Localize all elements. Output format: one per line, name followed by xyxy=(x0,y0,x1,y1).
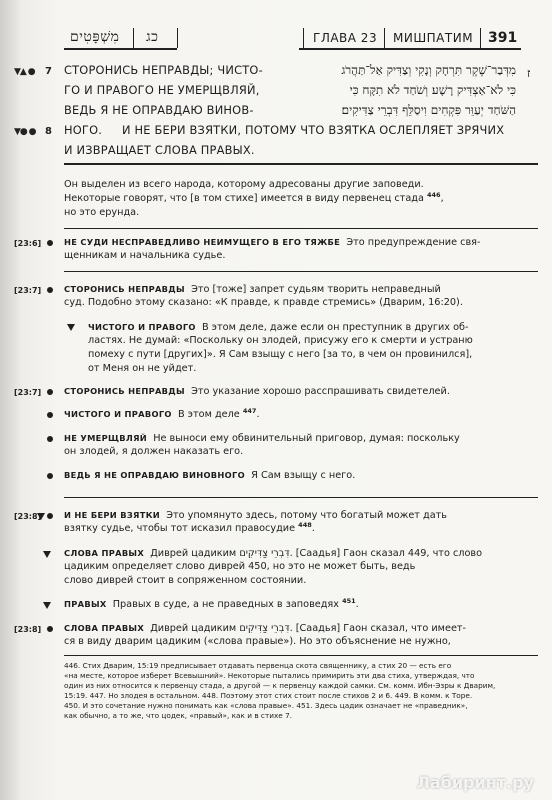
commentary-line: СЛОВА ПРАВЫХ Диврей цадиким דִּבְרֵי צַדִּיקִים. [Саадья] Гаон сказал, что имеет- xyxy=(64,623,467,634)
hebrew-verse-number: ז xyxy=(527,66,531,80)
footnote-line: один из них относится к первенцу стада, а другой — к первенцу каждой самки. См. комм. Ибн-Эзры к Дварим, xyxy=(64,681,496,690)
footnote-ref: 448 xyxy=(298,521,312,529)
commentary-line: Некоторые говорят, что [в том стихе] имеется в виду первенец стада $^{446}$, xyxy=(64,191,444,204)
header-portion: МИШПАТИМ xyxy=(393,31,474,45)
footnote-line: 15:19. 447. Но злодея в остальном. 448. Поэтому этот стих стоит после стихов 2 и 6. 449. В комм. к Торе. xyxy=(64,691,473,700)
commentary-line: помеху с пути [других]». Я Сам взыщу с него [за то, в чем он провинился], xyxy=(88,349,473,360)
lemma: ЧИСТОГО И ПРАВОГО xyxy=(64,409,172,419)
verse-reference: [23:7] xyxy=(14,388,42,397)
bullet-dot xyxy=(47,436,53,442)
section-rule xyxy=(64,228,538,229)
header-hebrew-chapter: כג xyxy=(146,29,159,45)
commentary-line: он злодей, я должен наказать его. xyxy=(64,446,244,457)
section-rule xyxy=(64,497,538,498)
verse-markers: ▼● ● xyxy=(14,127,36,137)
commentary-line: ластях. Не думай: «Поскольку он злодей, присужу его к смерти и устраню xyxy=(88,335,473,346)
footnote-line: 446. Стих Дварим, 15:19 предписывает отдавать первенца скота священнику, а стих 20 — есть его xyxy=(64,661,452,670)
bullet-dot xyxy=(47,473,53,479)
footnote-rule xyxy=(64,655,538,656)
footnote-line: «на месте, которое изберет Всевышний». Некоторые пытались примирить эти два стиха, утверждая, что xyxy=(64,671,475,680)
bullet-dot xyxy=(47,389,53,395)
commentary-line: Он выделен из всего народа, которому адресованы другие заповеди. xyxy=(64,179,424,190)
commentary-line: суд. Подобно этому сказано: «К правде, к правде стремись» (Дварим, 16:20). xyxy=(64,297,463,308)
verse-translation-line: ВЕДЬ Я НЕ ОПРАВДАЮ ВИНОВ- xyxy=(64,103,254,117)
section-rule xyxy=(64,271,538,272)
commentary-line: СТОРОНИСЬ НЕПРАВДЫ Это [тоже] запрет судьям творить неправедный xyxy=(64,284,441,295)
footnote-ref: 451 xyxy=(342,597,356,605)
page-number: 391 xyxy=(488,30,518,46)
header-chapter: ГЛАВА 23 xyxy=(313,31,378,45)
bullet-triangle xyxy=(43,551,51,558)
bullet-dot xyxy=(47,240,53,246)
lemma: НЕ УМЕРЩВЛЯЙ xyxy=(64,433,148,443)
lemma: ПРАВЫХ xyxy=(64,599,107,609)
commentary-line: И НЕ БЕРИ ВЗЯТКИ Это упомянуто здесь, потому что богатый может дать xyxy=(64,510,448,521)
commentary-line: слово диврей стоит в сопряженном состоянии. xyxy=(64,575,307,586)
commentary-line: щенникам и начальника судье. xyxy=(64,250,226,261)
commentary-line: взятку судье, чтобы тот исказил правосудие $^{448}$. xyxy=(64,521,315,534)
commentary-line: ПРАВЫХ Правых в суде, а не праведных в заповедях $^{451}$. xyxy=(64,597,359,610)
verse-translation-line: И НЕ БЕРИ ВЗЯТКИ, ПОТОМУ ЧТО ВЗЯТКА ОСЛЕПЛЯЕТ ЗРЯЧИХ xyxy=(122,123,505,137)
verse-translation-line: НОГО. xyxy=(64,123,103,137)
commentary-line: СТОРОНИСЬ НЕПРАВДЫ Это указание хорошо расспрашивать свидетелей. xyxy=(64,386,450,397)
header-divider xyxy=(133,28,134,48)
header-divider xyxy=(384,28,385,48)
watermark: Лабиринт.ру xyxy=(416,773,534,792)
commentary-line: ВЕДЬ Я НЕ ОПРАВДАЮ ВИНОВНОГО Я Сам взыщу с него. xyxy=(64,470,356,481)
lemma: СТОРОНИСЬ НЕПРАВДЫ xyxy=(64,386,185,396)
verse-reference: [23:8] xyxy=(14,512,42,521)
header-divider xyxy=(303,28,304,48)
bullet-triangle xyxy=(67,324,75,331)
commentary-line: СЛОВА ПРАВЫХ Диврей цадиким דִּבְרֵי צַדִּיקִים. [Саадья] Гаон сказал 449, что слово xyxy=(64,548,483,559)
lemma: СТОРОНИСЬ НЕПРАВДЫ xyxy=(64,284,185,294)
commentary-line: ся в виду дварим цадиким («слова правые»). Но это объяснение не нужно, xyxy=(64,636,451,647)
lemma: НЕ СУДИ НЕСПРАВЕДЛИВО НЕИМУЩЕГО В ЕГО ТЯЖБЕ xyxy=(64,237,341,247)
commentary-line: от Меня он не уйдет. xyxy=(88,363,197,374)
lemma: ЧИСТОГО И ПРАВОГО xyxy=(88,322,196,332)
verse-translation-line: И ИЗВРАЩАЕТ СЛОВА ПРАВЫХ. xyxy=(64,143,255,157)
lemma: СЛОВА ПРАВЫХ xyxy=(64,623,145,633)
verse-translation-line: ГО И ПРАВОГО НЕ УМЕРЩВЛЯЙ, xyxy=(64,83,260,97)
commentary-line: но это ерунда. xyxy=(64,207,140,218)
lemma: ВЕДЬ Я НЕ ОПРАВДАЮ ВИНОВНОГО xyxy=(64,470,245,480)
verse-reference: [23:6] xyxy=(14,239,42,248)
verse-section-rule xyxy=(64,163,538,165)
commentary-line: НЕ СУДИ НЕСПРАВЕДЛИВО НЕИМУЩЕГО В ЕГО ТЯЖБЕ Это предупреждение свя- xyxy=(64,237,481,248)
footnote-line: 450. И это сочетание нужно понимать как «слова правые». 451. Здесь цадик означает не «праведник», xyxy=(64,701,468,710)
verse-translation-line: СТОРОНИСЬ НЕПРАВДЫ; ЧИСТО- xyxy=(64,63,263,77)
bullet-dot xyxy=(47,626,53,632)
header-divider xyxy=(177,28,178,48)
commentary-line: ЧИСТОГО И ПРАВОГО В этом деле, даже если он преступник в других об- xyxy=(88,322,469,333)
header-divider xyxy=(480,28,481,48)
verse-markers: ▼▲ ● xyxy=(14,67,35,77)
header-hebrew-portion: מִשְׁפָּטִים xyxy=(70,29,120,45)
bullet-triangle xyxy=(37,513,45,520)
footnote-ref: 446 xyxy=(427,191,441,199)
footnote-ref: 447 xyxy=(242,407,257,415)
footnote-line: как обычно, а то же, что цодек, «правый», как и в стихе 7. xyxy=(64,711,293,720)
verse-reference: [23:7] xyxy=(14,286,42,295)
bullet-dot xyxy=(47,287,53,293)
bullet-triangle xyxy=(43,602,51,609)
verse-reference: [23:8] xyxy=(14,625,42,634)
hebrew-verse-line: כִּי לֹא־אַצְדִּיק רָשָׁע׃ וְשֹׁחַד לֹא תִקָּח כִּי xyxy=(349,83,516,97)
header-rule-right xyxy=(299,48,521,50)
verse-number: 7 xyxy=(45,66,52,77)
commentary-line: цадиким определяет слово диврей 450, но это не может быть, ведь xyxy=(64,561,416,572)
commentary-line: ЧИСТОГО И ПРАВОГО В этом деле $^{447}$. xyxy=(64,407,260,420)
hebrew-verse-line: הַשֹּׁחַד יְעַוֵּר פִּקְחִים וִיסַלֵּף דִּבְרֵי צַדִּיקִים׃ xyxy=(341,103,516,117)
lemma: И НЕ БЕРИ ВЗЯТКИ xyxy=(64,510,161,520)
verse-number: 8 xyxy=(45,126,52,137)
bullet-dot xyxy=(47,513,53,519)
header-rule-left xyxy=(64,48,177,50)
lemma: СЛОВА ПРАВЫХ xyxy=(64,548,145,558)
commentary-line: НЕ УМЕРЩВЛЯЙ Не выноси ему обвинительный приговор, думая: поскольку xyxy=(64,433,460,444)
bullet-dot xyxy=(47,412,53,418)
hebrew-verse-line: מִדְּבַר־שֶׁקֶר תִּרְחָק וְנָקִי וְצַדִּיק אַל־תַּהֲרֹג xyxy=(341,63,516,77)
